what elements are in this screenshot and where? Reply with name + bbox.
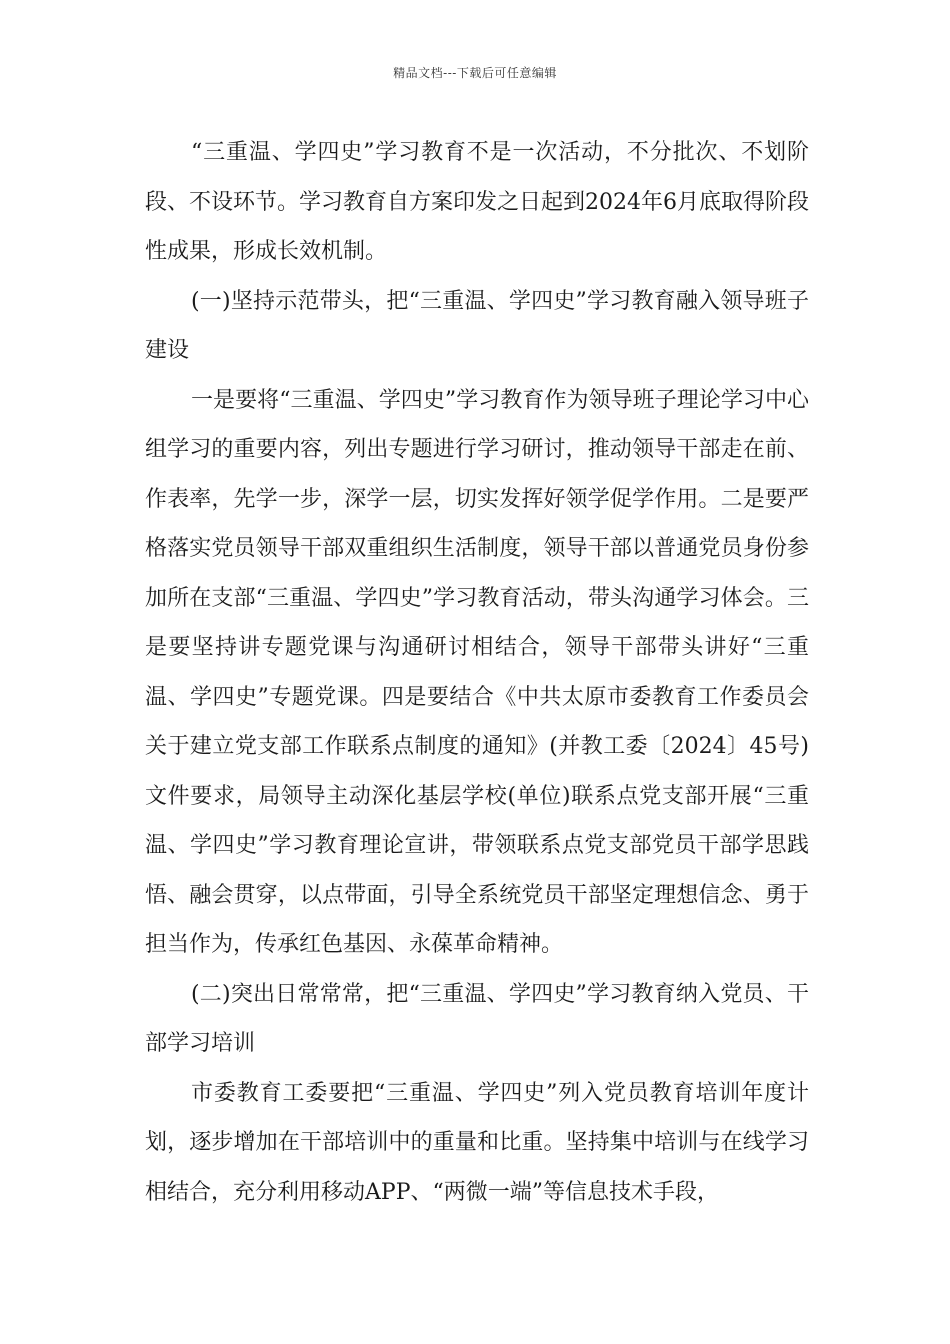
page-header: 精品文档---下载后可任意编辑: [393, 66, 557, 80]
paragraph-leadership-tasks: 一是要将“三重温、学四史”学习教育作为领导班子理论学习中心组学习的重要内容，列出专题进行学习研讨，推动领导干部走在前、作表率，先学一步，深学一层，切实发挥好领学促学作用。二是要严格落实党员领导干部双重组织生活制度，领导干部以普通党员身份参加所在支部“三重温、学四史”学习教育活动，带头沟通学习体会。三是要坚持讲专题党课与沟通研讨相结合，领导干部带头讲好“三重温、学四史”专题党课。四是要结合《中共太原市委教育工作委员会关于建立党支部工作联系点制度的通知》(并教工委〔2024〕45号)文件要求，局领导主动深化基层学校(单位)联系点党支部开展“三重温、学四史”学习教育理论宣讲，带领联系点党支部党员干部学思践悟、融会贯穿，以点带面，引导全系统党员干部坚定理想信念、勇于担当作为，传承红色基因、永葆革命精神。: [145, 387, 809, 957]
paragraph-training-plan: 市委教育工委要把“三重温、学四史”列入党员教育培训年度计划，逐步增加在干部培训中的重量和比重。坚持集中培训与在线学习相结合，充分利用移动APP、“两微一端”等信息技术手段，: [145, 1080, 809, 1205]
section-heading-2: (二)突出日常常常，把“三重温、学四史”学习教育纳入党员、干部学习培训: [145, 981, 809, 1056]
document-body: [145, 128, 809, 1217]
section-heading-1: (一)坚持示范带头，把“三重温、学四史”学习教育融入领导班子建设: [145, 288, 809, 363]
paragraph-study-period: “三重温、学四史”学习教育不是一次活动，不分批次、不划阶段、不设环节。学习教育自方案印发之日起到2024年6月底取得阶段性成果，形成长效机制。: [145, 140, 809, 264]
